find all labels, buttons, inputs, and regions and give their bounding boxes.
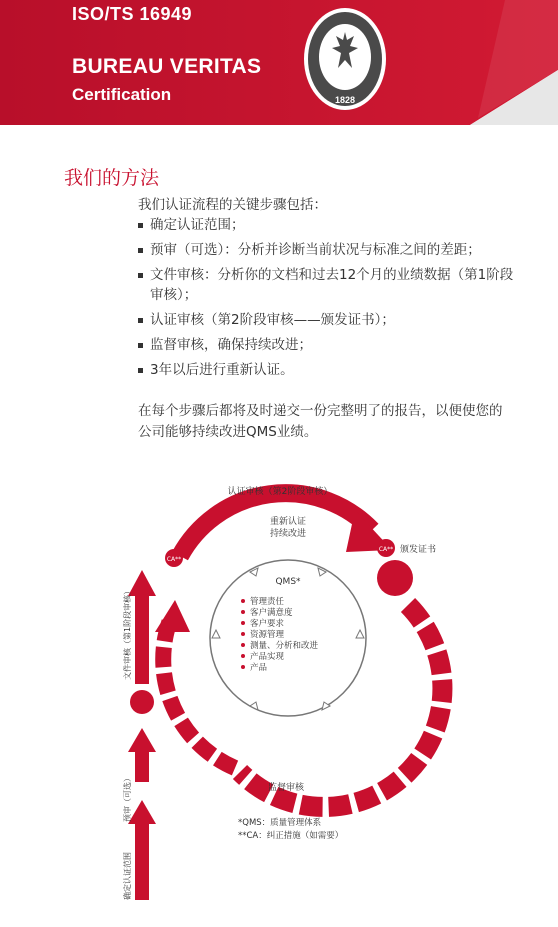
- continuous-improvement-label: 持续改进: [269, 529, 307, 539]
- intro-text: 我们认证流程的关键步骤包括：: [138, 197, 327, 213]
- pre-audit-arrowhead: [128, 728, 156, 752]
- certification-label: Certification: [72, 85, 172, 104]
- list-item: 监督审核，确保持续改进；: [138, 335, 518, 355]
- list-item: 客户要求: [250, 619, 285, 629]
- footnote-qms: *QMS：质量管理体系: [238, 818, 322, 828]
- list-item: 客户满意度: [250, 608, 293, 618]
- list-item: 测量、分析和改进: [250, 641, 319, 651]
- certification-cycle-diagram: [0, 460, 558, 927]
- doc-review-arrowhead: [128, 570, 156, 596]
- qms-title: QMS*: [275, 577, 301, 587]
- list-item: 产品实现: [250, 652, 285, 662]
- stage2-audit-label: 认证审核（第2阶段审核）: [227, 487, 333, 497]
- list-item: 产品: [250, 663, 268, 673]
- inner-circle-arrows: [212, 568, 364, 710]
- list-item: 预审（可选）：分析并诊断当前状况与标准之间的差距；: [138, 240, 518, 260]
- qms-items-list: [241, 596, 319, 673]
- doc-review-marker: [130, 690, 154, 714]
- steps-list: [138, 215, 518, 385]
- bureau-veritas-logo: [302, 6, 388, 112]
- doc-review-label: 文件审核（第1阶段审核）: [123, 586, 132, 680]
- list-item: 确定认证范围；: [138, 215, 518, 235]
- certificate-marker: [377, 560, 413, 596]
- scope-arrowhead: [128, 800, 156, 824]
- ca-label-left: CA**: [166, 556, 182, 563]
- list-item: 3年以后进行重新认证。: [138, 360, 518, 380]
- ca-label-right: CA**: [378, 546, 394, 553]
- standard-name: ISO/TS 16949: [72, 4, 193, 24]
- svg-text:1828: 1828: [334, 95, 356, 105]
- header-banner: [0, 0, 558, 125]
- list-item: 文件审核：分析你的文档和过去12个月的业绩数据（第1阶段审核）；: [138, 265, 518, 305]
- certificate-label: 颁发证书: [400, 545, 437, 555]
- pre-audit-label: 预审（可选）: [123, 774, 132, 822]
- recert-label: 重新认证: [269, 517, 307, 527]
- return-arrowhead: [155, 600, 190, 632]
- section-title: 我们的方法: [64, 167, 160, 189]
- organization-name: BUREAU VERITAS: [72, 55, 262, 78]
- list-item: 资源管理: [250, 630, 285, 640]
- scope-label: 确定认证范围: [123, 852, 132, 900]
- surveillance-label: 监督审核: [267, 783, 305, 793]
- footnote-ca: **CA：纠正措施（如需要）: [238, 831, 344, 841]
- list-item: 管理责任: [250, 597, 285, 607]
- recert-return-arc: [163, 620, 235, 768]
- summary-paragraph: 在每个步骤后都将及时递交一份完整明了的报告，以便使您的公司能够持续改进QMS业绩。: [138, 403, 503, 440]
- list-item: 认证审核（第2阶段审核——颁发证书）；: [138, 310, 518, 330]
